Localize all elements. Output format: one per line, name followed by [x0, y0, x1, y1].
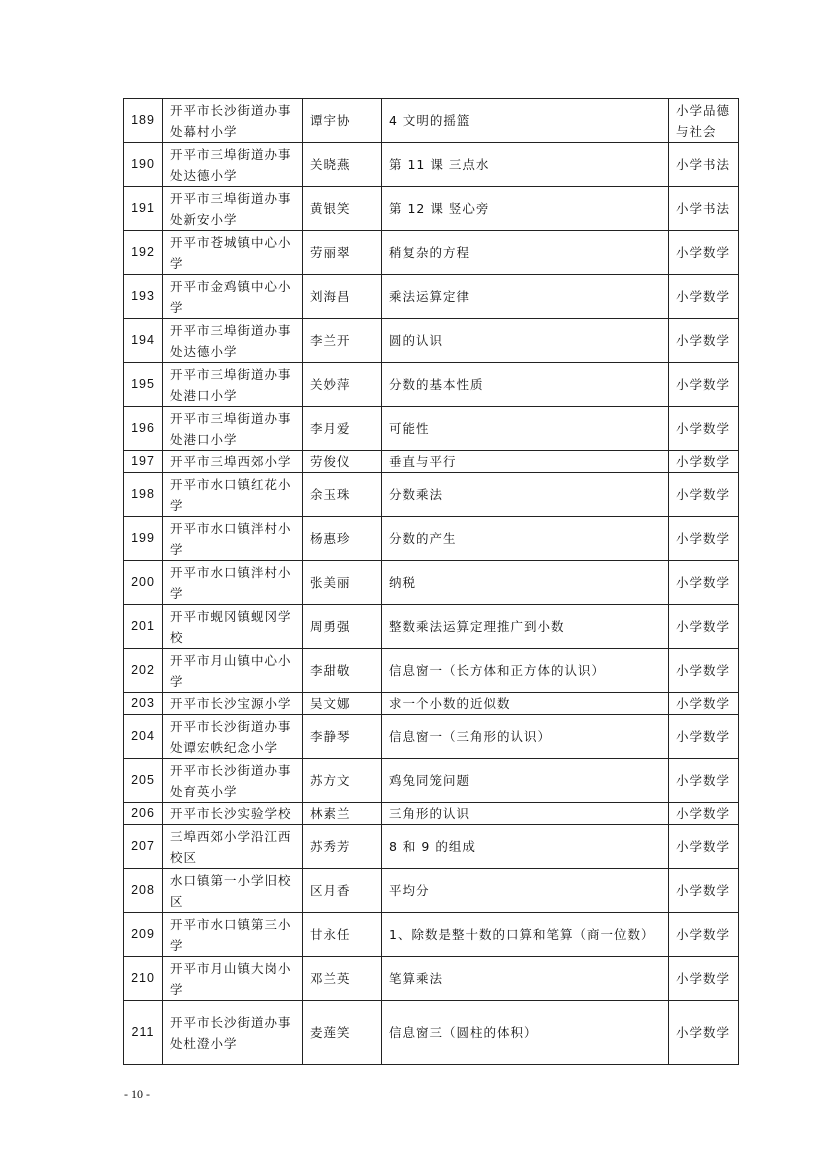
school-name: 开平市水口镇红花小学 [163, 473, 303, 517]
teacher-name: 劳丽翠 [303, 231, 382, 275]
teacher-name: 杨惠珍 [303, 517, 382, 561]
lesson-title: 稍复杂的方程 [382, 231, 669, 275]
row-number: 189 [124, 99, 163, 143]
row-number: 203 [124, 693, 163, 715]
subject-name: 小学数学 [669, 825, 739, 869]
row-number: 207 [124, 825, 163, 869]
table-row [124, 825, 739, 869]
subject-name: 小学数学 [669, 231, 739, 275]
table-row [124, 143, 739, 187]
subject-name: 小学数学 [669, 473, 739, 517]
table-row [124, 187, 739, 231]
row-number: 193 [124, 275, 163, 319]
teacher-name: 邓兰英 [303, 957, 382, 1001]
teacher-name: 谭宇协 [303, 99, 382, 143]
row-number: 204 [124, 715, 163, 759]
table-row [124, 407, 739, 451]
school-name: 开平市三埠街道办事处达德小学 [163, 143, 303, 187]
lesson-title: 三角形的认识 [382, 803, 669, 825]
subject-name: 小学数学 [669, 803, 739, 825]
subject-name: 小学书法 [669, 187, 739, 231]
teacher-name: 余玉珠 [303, 473, 382, 517]
school-name: 开平市苍城镇中心小学 [163, 231, 303, 275]
table-row [124, 363, 739, 407]
table-row [124, 451, 739, 473]
teacher-name: 周勇强 [303, 605, 382, 649]
school-name: 三埠西郊小学沿江西校区 [163, 825, 303, 869]
teacher-name: 李静琴 [303, 715, 382, 759]
school-name: 开平市月山镇中心小学 [163, 649, 303, 693]
row-number: 210 [124, 957, 163, 1001]
teacher-name: 麦莲笑 [303, 1001, 382, 1065]
school-name: 开平市三埠街道办事处新安小学 [163, 187, 303, 231]
teacher-name: 苏方文 [303, 759, 382, 803]
row-number: 201 [124, 605, 163, 649]
subject-name: 小学品德与社会 [669, 99, 739, 143]
teacher-name: 关晓燕 [303, 143, 382, 187]
school-name: 开平市长沙街道办事处幕村小学 [163, 99, 303, 143]
subject-name: 小学数学 [669, 517, 739, 561]
subject-name: 小学数学 [669, 957, 739, 1001]
table-row [124, 649, 739, 693]
subject-name: 小学数学 [669, 561, 739, 605]
teacher-name: 刘海昌 [303, 275, 382, 319]
subject-name: 小学数学 [669, 1001, 739, 1065]
subject-name: 小学数学 [669, 605, 739, 649]
lesson-title: 1、除数是整十数的口算和笔算（商一位数） [382, 913, 669, 957]
school-name: 水口镇第一小学旧校区 [163, 869, 303, 913]
row-number: 194 [124, 319, 163, 363]
table-body [124, 99, 739, 1065]
row-number: 200 [124, 561, 163, 605]
school-name: 开平市水口镇泮村小学 [163, 517, 303, 561]
subject-name: 小学数学 [669, 869, 739, 913]
row-number: 209 [124, 913, 163, 957]
lesson-title: 第 11 课 三点水 [382, 143, 669, 187]
teacher-name: 李甜敬 [303, 649, 382, 693]
school-name: 开平市长沙街道办事处育英小学 [163, 759, 303, 803]
lesson-title: 求一个小数的近似数 [382, 693, 669, 715]
table-row [124, 99, 739, 143]
school-name: 开平市三埠街道办事处港口小学 [163, 407, 303, 451]
lesson-title: 平均分 [382, 869, 669, 913]
row-number: 190 [124, 143, 163, 187]
subject-name: 小学数学 [669, 759, 739, 803]
row-number: 191 [124, 187, 163, 231]
school-name: 开平市长沙宝源小学 [163, 693, 303, 715]
teacher-name: 李月爱 [303, 407, 382, 451]
subject-name: 小学数学 [669, 275, 739, 319]
lesson-title: 信息窗一（三角形的认识） [382, 715, 669, 759]
school-name: 开平市月山镇大岗小学 [163, 957, 303, 1001]
lesson-title: 信息窗三（圆柱的体积） [382, 1001, 669, 1065]
lesson-title: 笔算乘法 [382, 957, 669, 1001]
table-row [124, 561, 739, 605]
row-number: 206 [124, 803, 163, 825]
lesson-title: 分数乘法 [382, 473, 669, 517]
subject-name: 小学数学 [669, 649, 739, 693]
lesson-title: 整数乘法运算定理推广到小数 [382, 605, 669, 649]
lesson-title: 4 文明的摇篮 [382, 99, 669, 143]
teacher-name: 关妙萍 [303, 363, 382, 407]
lesson-title: 可能性 [382, 407, 669, 451]
lesson-title: 圆的认识 [382, 319, 669, 363]
school-name: 开平市三埠西郊小学 [163, 451, 303, 473]
school-name: 开平市水口镇泮村小学 [163, 561, 303, 605]
teacher-name: 吴文娜 [303, 693, 382, 715]
lesson-title: 信息窗一（长方体和正方体的认识） [382, 649, 669, 693]
row-number: 202 [124, 649, 163, 693]
row-number: 199 [124, 517, 163, 561]
subject-name: 小学数学 [669, 913, 739, 957]
table-row [124, 275, 739, 319]
teacher-name: 区月香 [303, 869, 382, 913]
row-number: 211 [124, 1001, 163, 1065]
table-row [124, 1001, 739, 1065]
teacher-name: 张美丽 [303, 561, 382, 605]
table-row [124, 693, 739, 715]
table-row [124, 957, 739, 1001]
teacher-name: 劳俊仪 [303, 451, 382, 473]
school-name: 开平市金鸡镇中心小学 [163, 275, 303, 319]
row-number: 208 [124, 869, 163, 913]
lesson-title: 8 和 9 的组成 [382, 825, 669, 869]
table-row [124, 715, 739, 759]
row-number: 198 [124, 473, 163, 517]
school-name: 开平市三埠街道办事处港口小学 [163, 363, 303, 407]
table-row [124, 803, 739, 825]
row-number: 195 [124, 363, 163, 407]
subject-name: 小学数学 [669, 363, 739, 407]
school-name: 开平市三埠街道办事处达德小学 [163, 319, 303, 363]
lesson-title: 鸡兔同笼问题 [382, 759, 669, 803]
table-row [124, 759, 739, 803]
school-name: 开平市蚬冈镇蚬冈学校 [163, 605, 303, 649]
subject-name: 小学数学 [669, 407, 739, 451]
subject-name: 小学数学 [669, 319, 739, 363]
table-row [124, 517, 739, 561]
teacher-name: 甘永任 [303, 913, 382, 957]
teacher-name: 林素兰 [303, 803, 382, 825]
lesson-title: 分数的产生 [382, 517, 669, 561]
lesson-title: 分数的基本性质 [382, 363, 669, 407]
teacher-name: 黄银笑 [303, 187, 382, 231]
lesson-title: 垂直与平行 [382, 451, 669, 473]
award-list-table [123, 98, 739, 1065]
row-number: 197 [124, 451, 163, 473]
lesson-title: 第 12 课 竖心旁 [382, 187, 669, 231]
teacher-name: 李兰开 [303, 319, 382, 363]
table-row [124, 913, 739, 957]
row-number: 205 [124, 759, 163, 803]
lesson-title: 纳税 [382, 561, 669, 605]
school-name: 开平市水口镇第三小学 [163, 913, 303, 957]
table-row [124, 869, 739, 913]
teacher-name: 苏秀芳 [303, 825, 382, 869]
table-row [124, 231, 739, 275]
subject-name: 小学数学 [669, 715, 739, 759]
subject-name: 小学书法 [669, 143, 739, 187]
school-name: 开平市长沙街道办事处谭宏帙纪念小学 [163, 715, 303, 759]
table-row [124, 319, 739, 363]
row-number: 196 [124, 407, 163, 451]
school-name: 开平市长沙街道办事处杜澄小学 [163, 1001, 303, 1065]
subject-name: 小学数学 [669, 451, 739, 473]
page-number: - 10 - [124, 1087, 150, 1101]
row-number: 192 [124, 231, 163, 275]
table-row [124, 473, 739, 517]
lesson-title: 乘法运算定律 [382, 275, 669, 319]
school-name: 开平市长沙实验学校 [163, 803, 303, 825]
subject-name: 小学数学 [669, 693, 739, 715]
table-row [124, 605, 739, 649]
